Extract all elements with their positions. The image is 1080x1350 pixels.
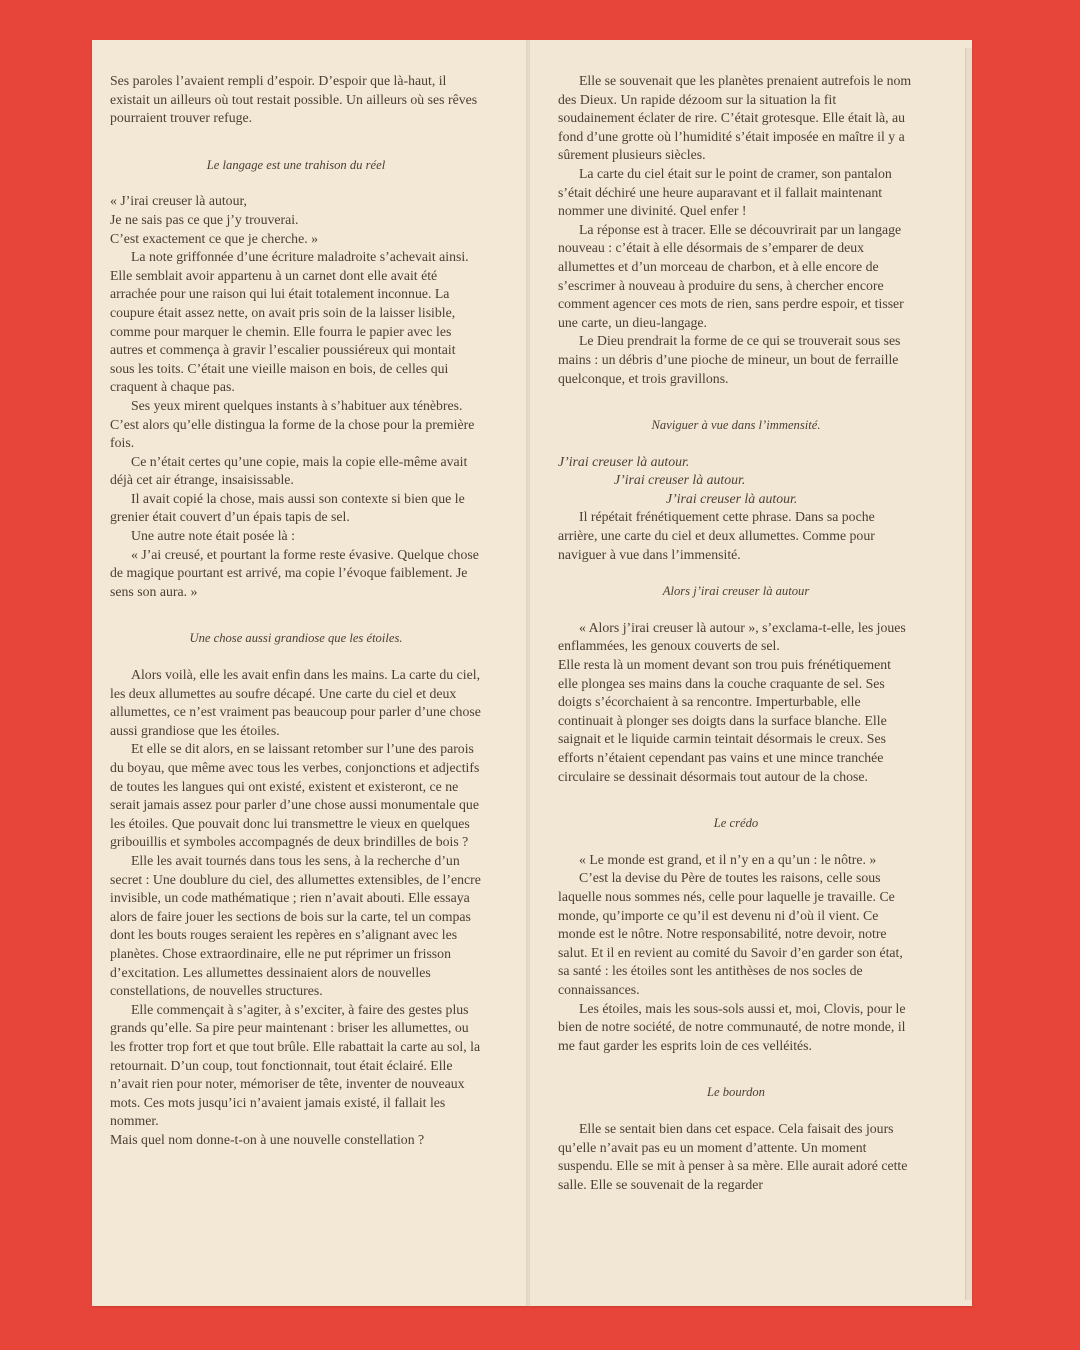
paragraph: Alors voilà, elle les avait enfin dans les mains. La carte du ciel, les deux allumettes au soufre décapé. Une carte du ciel et deux allumettes, ce n’est vraiment pas beaucoup pour parler d’une chose aussi grandiose que les étoiles. xyxy=(110,667,481,738)
paragraph: Elle les avait tournés dans tous les sens, à la recherche d’un secret : Une doublure du ciel, des allumettes extensibles, de l’encre invisible, un code mathématique ; rien n’avait abouti. Elle essaya alors de faire jouer les sections de bois sur la carte, tel un compas dont les bouts rouges seraient les repères en s’alignant avec les planètes. Chose extraordinaire, elle ne put réprimer un frisson d’excitation. Les allumettes dessinaient alors de nouvelles constellations, de nouvelles structures. xyxy=(110,852,481,999)
page-edge xyxy=(965,48,972,1300)
paragraph: Ses paroles l’avaient rempli d’espoir. D’espoir que là-haut, il existait un ailleurs où tout restait possible. Un ailleurs où ses rêves pourraient trouver refuge. xyxy=(110,73,478,126)
paragraph: « J’ai creusé, et pourtant la forme reste évasive. Quelque chose de magique pourtant est arrivé, ma copie l’évoque faiblement. Je sens son aura. » xyxy=(110,546,479,599)
section-heading: Le bourdon xyxy=(707,1085,765,1100)
chant-line: J’irai creuser là autour. xyxy=(558,453,690,469)
left-page-text xyxy=(110,72,482,1149)
paragraph: Les étoiles, mais les sous-sols aussi et, moi, Clovis, pour le bien de notre société, de notre communauté, de notre monde, il me faut garder les esprits loin de ces velléités. xyxy=(558,1000,906,1053)
paragraph: Elle se sentait bien dans cet espace. Cela faisait des jours qu’elle n’avait pas eu un moment d’attente. Un moment suspendu. Elle se mit à penser à sa mère. Elle aurait adoré cette salle. Elle se souvenait de la regarder xyxy=(558,1120,908,1192)
quote-line: « J’irai creuser là autour, xyxy=(110,193,247,209)
right-page-text xyxy=(558,72,914,1194)
paragraph: Le Dieu prendrait la forme de ce qui se trouverait sous ses mains : un débris d’une pioche de mineur, un bout de ferraille quelconque, et trois gravillons. xyxy=(558,333,901,386)
right-page xyxy=(530,40,972,1306)
paragraph: Elle se souvenait que les planètes prenaient autrefois le nom des Dieux. Un rapide dézoom sur la situation la fit soudainement éclater de rire. C’était grotesque. Elle était là, au fond d’une grotte où l’humidité s’était imposée en maître il y a sûrement plusieurs siècles. xyxy=(558,73,912,163)
paragraph: La note griffonnée d’une écriture maladroite s’achevait ainsi. Elle semblait avoir appartenu à un carnet dont elle avait été arrachée pour une raison qui lui était totalement inconnue. La coupure était assez nette, on avait pris soin de la laisser lisible, comme pour marquer le chemin. Elle fourra le papier avec les autres et commença à gravir l’escalier poussiéreux qui montait sous les toits. C’était une vieille maison en bois, de celles qui craquent à chaque pas. xyxy=(110,249,469,395)
section-heading: Naviguer à vue dans l’immensité. xyxy=(651,418,821,433)
paragraph: Ses yeux mirent quelques instants à s’habituer aux ténèbres. C’est alors qu’elle distingua la forme de la chose pour la première fois. xyxy=(110,397,475,451)
quote-line: C’est exactement ce que je cherche. » xyxy=(110,230,318,246)
paragraph: Elle commençait à s’agiter, à s’exciter, à faire des gestes plus grands qu’elle. Sa pire peur maintenant : briser les allumettes, ou les frotter trop fort et que tout brûle. Elle rabattait la carte au sol, la retournait. D’un coup, tout fonctionnait, tout était éclairé. Elle n’avait rien pour noter, mémoriser de tête, inventer de nouveaux mots. Ces mots jusqu’ici n’avaient jamais existé, il fallait les nommer. xyxy=(110,1001,481,1129)
paragraph: C’est la devise du Père de toutes les raisons, celle sous laquelle nous sommes nés, celle pour laquelle je travaille. Ce monde, qu’importe ce qu’il est devenu ni d’où il vient. Ce monde est le nôtre. Notre responsabilité, notre devoir, notre salut. Et il en revient au comité du Savoir d’en garder son état, sa santé : les étoiles sont les antithèses de nos socles de connaissances. xyxy=(558,870,903,997)
paragraph: Mais quel nom donne-t-on à une nouvelle constellation ? xyxy=(110,1131,425,1147)
paragraph: Il avait copié la chose, mais aussi son contexte si bien que le grenier était couvert d’un épais tapis de sel. xyxy=(110,490,465,525)
paragraph: Elle resta là un moment devant son trou puis frénétiquement elle plongea ses mains dans la couche craquante de sel. Ses doigts s’écorchaient à sa rencontre. Imperturbable, elle continuait à plonger ses doigts dans la surface blanche. Elle saignait et le liquide carmin teintait désormais le creux. Ses efforts n’étaient cependant pas vains et une mince tranchée circulaire se dessinait désormais tout autour de la chose. xyxy=(558,657,891,784)
paragraph: « Alors j’irai creuser là autour », s’exclama-t-elle, les joues enflammées, les genoux couverts de sel. xyxy=(558,619,906,654)
left-page xyxy=(92,40,528,1306)
paragraph: La carte du ciel était sur le point de cramer, son pantalon s’était déchiré une heure auparavant et il fallait maintenant nommer une divinité. Quel enfer ! xyxy=(558,165,892,219)
paragraph: Une autre note était posée là : xyxy=(131,528,295,544)
paragraph: Ce n’était certes qu’une copie, mais la copie elle-même avait déjà cet air étrange, insaisissable. xyxy=(110,453,468,488)
section-heading: Le crédo xyxy=(713,816,759,831)
paragraph: Et elle se dit alors, en se laissant retomber sur l’une des parois du boyau, que même avec tous les verbes, conjonctions et adjectifs de toutes les langues qui ont existé, existent et existeront, ce ne serait jamais assez pour parler d’une chose aussi monumentale que les étoiles. Que pouvait donc lui transmettre le vieux en quelques gribouillis et symboles accompagnés de deux brindilles de bois ? xyxy=(110,741,480,850)
chant-line: J’irai creuser là autour. xyxy=(614,472,746,488)
paragraph: La réponse est à tracer. Elle se découvrirait par un langage nouveau : c’était à elle désormais de s’emparer de deux allumettes et d’un morceau de charbon, et à elle encore de s’escrimer à nouveau à produire du sens, à chercher encore comment agencer ces mots de rien, sans perdre espoir, et tisser une carte, un dieu-langage. xyxy=(558,221,904,330)
paragraph: Il répétait frénétiquement cette phrase. Dans sa poche arrière, une carte du ciel et deux allumettes. Comme pour naviguer à vue dans l’immensité. xyxy=(558,509,875,562)
section-heading: Alors j’irai creuser là autour xyxy=(662,584,810,599)
section-heading: Le langage est une trahison du réel xyxy=(206,157,386,172)
paragraph: « Le monde est grand, et il n’y en a qu’un : le nôtre. » xyxy=(579,851,877,867)
quote-line: Je ne sais pas ce que j’y trouverai. xyxy=(110,211,299,227)
open-booklet xyxy=(92,40,979,1308)
section-heading: Une chose aussi grandiose que les étoiles. xyxy=(189,631,403,646)
chant-line: J’irai creuser là autour. xyxy=(666,490,798,506)
